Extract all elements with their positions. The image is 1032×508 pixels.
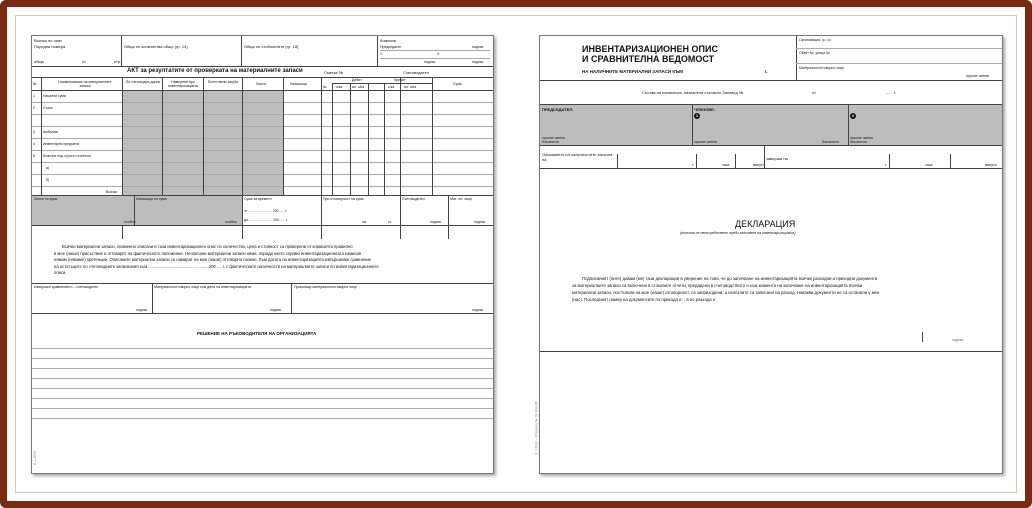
person-1: особно xyxy=(124,220,136,224)
decision-title: РЕШЕНИЕ НА РЪКОВОДИТЕЛЯ НА ОРГАНИЗАЦИЯТА xyxy=(197,331,317,336)
order-numbers-label: Поредни номера xyxy=(34,44,66,49)
mol-sub: трите имена xyxy=(966,74,989,78)
col-name: Наименование на материалните запаси xyxy=(58,80,112,88)
time-sum-label: Сума за времето xyxy=(244,197,272,201)
table-row-number: 2 xyxy=(33,106,35,110)
accountant-label: Счетоводител xyxy=(403,70,430,75)
table-row-label: Инвентарни предмети xyxy=(43,142,80,146)
start-hour: часа xyxy=(722,163,730,167)
end-label: завърши на xyxy=(766,156,788,161)
decision-line xyxy=(32,398,493,399)
col-qty: с/ка xyxy=(336,85,343,89)
commission-from: от xyxy=(812,90,816,95)
sign-comp: подпис xyxy=(136,308,148,312)
table-row-number: 4 xyxy=(33,142,35,146)
inventory-title-1: ИНВЕНТАРИЗАЦИОНЕН ОПИС xyxy=(582,44,718,54)
chair-names: трите имена xyxy=(542,136,565,140)
col-sub: ан. с/ка xyxy=(352,85,365,89)
commission-label: Комисия xyxy=(380,38,396,43)
declaration-line: материални запаси, постъпили на мое (наше) отговорност, са заприходени, а излезлите са записани на разход. Никакви документи не са останали у мен xyxy=(572,290,880,295)
commission-num-1: 1. xyxy=(380,52,383,56)
to-label: стр. xyxy=(114,59,122,64)
col-diff: Естествени загуби xyxy=(207,80,239,84)
table-row-label: Стоки xyxy=(43,106,53,110)
table-row-number: 1 xyxy=(33,94,35,98)
declaration-line: Всички материални запаси, поименно описани в тази инвентаризационен опис по количество, цена и стойност са проверени от комисията правилно xyxy=(62,244,353,249)
shortage-sum-label: Липси по сума xyxy=(34,197,58,201)
signature-top-3: подпис xyxy=(472,60,484,64)
commission-shaded xyxy=(540,105,1002,145)
table-row xyxy=(32,102,493,103)
col-qty2: с/ка xyxy=(388,85,395,89)
accepted-label: Приемащо материалноотговорно лице xyxy=(294,285,358,289)
org-label: Организация, гр. /с/ xyxy=(799,38,831,42)
table-row-number: 3 xyxy=(33,130,35,134)
chair-position: длъжност xyxy=(542,140,560,144)
left-side-code: 8.1.2003 xyxy=(32,451,37,465)
table-row xyxy=(32,174,493,175)
start-minutes: минути xyxy=(753,163,765,167)
right-side-code: 8.1.2003 – Образец № 32-000-35 xyxy=(534,401,539,455)
member-2-badge: 2 xyxy=(851,113,855,118)
date-from: от ........................ 200 ..... г. xyxy=(244,209,288,213)
m2-names: трите имена xyxy=(850,136,873,140)
table-row xyxy=(32,114,493,115)
lv-label: лв. xyxy=(362,220,367,224)
chairman-right: ПРЕДСЕДАТЕЛ: xyxy=(542,107,574,112)
commission-line: Състав на комисията, назначена съгласно Заповед № xyxy=(642,90,744,95)
act-form-page xyxy=(31,35,494,474)
end-hour: часа xyxy=(925,163,933,167)
account-label: Сметка № xyxy=(324,70,344,75)
declaration-line: за материалните запаси са включени в стоковите отчети, предадени в счетоводството и към момента на започване на инвентаризацията всички xyxy=(572,283,863,288)
end-minutes: минути xyxy=(985,163,997,167)
table-row xyxy=(32,150,493,151)
decision-line xyxy=(32,408,493,409)
surplus-sum-label: Излишъци по сума xyxy=(136,197,167,201)
declaration-line: (нас). Последният номер на документите по прихода е: , а по разхода е: xyxy=(572,297,717,302)
decision-line xyxy=(32,358,493,359)
col-sum: Сума xyxy=(453,82,462,86)
declaration-title: ДЕКЛАРАЦИЯ xyxy=(735,219,796,229)
m1-position: длъжност xyxy=(822,140,840,144)
col-debit: Дебит xyxy=(352,78,362,82)
total-value-label: Общо по стойностите (гр. 18) xyxy=(244,44,299,49)
sign-mol: подпис xyxy=(270,308,282,312)
start-g: г. xyxy=(692,163,694,167)
declaration-line: Подписаният (ните) давам (ме) тази декларация в уверение на това, че до започване на инвентаризацията всички разходни и приходни документи xyxy=(582,276,878,281)
sign-resp: подпис xyxy=(474,220,486,224)
inventory-subtitle: НА НАЛИЧНИТЕ МАТЕРИАЛНИ ЗАПАСИ КЪМ xyxy=(582,69,683,74)
object-label: Обект №, улица № xyxy=(799,51,830,55)
signature-top: подпис xyxy=(472,45,484,49)
table-row-label: а) xyxy=(46,166,50,170)
mol-label: Материалноотговорно лице към деня на инвентаризацията xyxy=(154,285,251,289)
sign-acc2: подпис xyxy=(472,308,484,312)
col-no: № xyxy=(33,82,37,86)
decision-line xyxy=(32,348,493,349)
accountant-bottom-label: Счетоводител xyxy=(402,197,425,201)
decision-line xyxy=(32,378,493,379)
sheet-count-label: Всичко по опис xyxy=(34,38,63,43)
table-row-label: Амбалаж xyxy=(43,130,58,134)
date-to: до ........................ 200 ..... г. xyxy=(244,218,288,222)
comparison-label: Извършил сравнението – счетоводител xyxy=(34,285,99,289)
responsible-label: Мат. отг. лице xyxy=(450,197,473,201)
table-row xyxy=(32,162,493,163)
declaration-line: на остатъците по счетоводните записвания към ....................................................200 .... г. с фактическите наличности на материалните запаси по инвентаризационните xyxy=(54,263,379,269)
members-right: ЧЛЕНОВЕ: xyxy=(694,107,716,112)
shaded-columns xyxy=(123,91,242,195)
end-g: г. xyxy=(885,163,887,167)
col-surplus: Излишъци xyxy=(290,82,308,86)
total-quantity-label: Общо по количества общо (гр. 14) xyxy=(124,44,188,49)
m1-names: трите имена xyxy=(694,140,717,144)
from-label: от xyxy=(82,59,86,64)
st-label: ст. xyxy=(388,220,392,224)
person-2: особно xyxy=(225,220,237,224)
chairman-label: Председател xyxy=(380,45,402,49)
member-1-badge: 1 xyxy=(695,113,699,118)
col-shortage: Липси xyxy=(256,82,266,86)
act-title: АКТ за резултатите от проверката на материалните запаси xyxy=(127,68,303,74)
inventory-form-page xyxy=(534,35,1003,474)
inventory-title-2: И СРАВНИТЕЛНА ВЕДОМОСТ xyxy=(582,54,715,64)
table-row xyxy=(32,186,493,187)
mol-label-right: Материалноотговорно лице xyxy=(799,66,845,70)
total-row-label: Всичко xyxy=(106,190,118,194)
signature-top-2: подпис xyxy=(424,60,436,64)
table-row-number: 5 xyxy=(33,154,35,158)
year-mark: г. xyxy=(765,69,768,74)
declaration-sub: (попълва се непосредствено преди започване на инвентаризацията) xyxy=(680,231,796,235)
declaration-line: нямам (нямаме) претенции. Описаните материални запаси се намират на мое (наше) отговорно пазене. Към датата на инвентаризацията извършихме сравнение xyxy=(54,257,372,262)
decision-line xyxy=(32,368,493,369)
col-sub2: ан. с/ка xyxy=(404,85,417,89)
col-per-book: По счетоводни данни xyxy=(125,80,161,84)
declaration-line: в мое (наше) присъствие и отговарят на фактическото положение. Неописани материални запаси няма, поради което спрямо инвентаризационната комисия xyxy=(54,250,362,256)
recovered-label: При отговорност на сума xyxy=(323,197,364,201)
sign-acc: подпис xyxy=(430,220,442,224)
right-signature: подпис xyxy=(952,338,964,342)
start-label: Описването на наличностите започна на xyxy=(542,152,613,162)
decision-line xyxy=(32,388,493,389)
table-row xyxy=(32,138,493,139)
col-credit: Кредит xyxy=(394,78,406,82)
table-row-label: б) xyxy=(46,178,50,182)
table-row-label: Благини под строга отчетност xyxy=(43,154,92,158)
table-row-label: Начални суми xyxy=(43,94,66,98)
m2-position: длъжност xyxy=(850,140,868,144)
table-row xyxy=(32,126,493,127)
declaration-line: описи. xyxy=(54,270,67,275)
shaded-shortage xyxy=(243,91,283,195)
col-acc-no: № xyxy=(323,85,327,89)
col-found: Намерени при инвентаризацията xyxy=(168,80,198,88)
total-label: общо xyxy=(34,59,44,64)
commission-num-2: 2. xyxy=(437,52,440,56)
commission-year: ...... г. xyxy=(886,90,896,95)
decision-line xyxy=(32,418,493,419)
